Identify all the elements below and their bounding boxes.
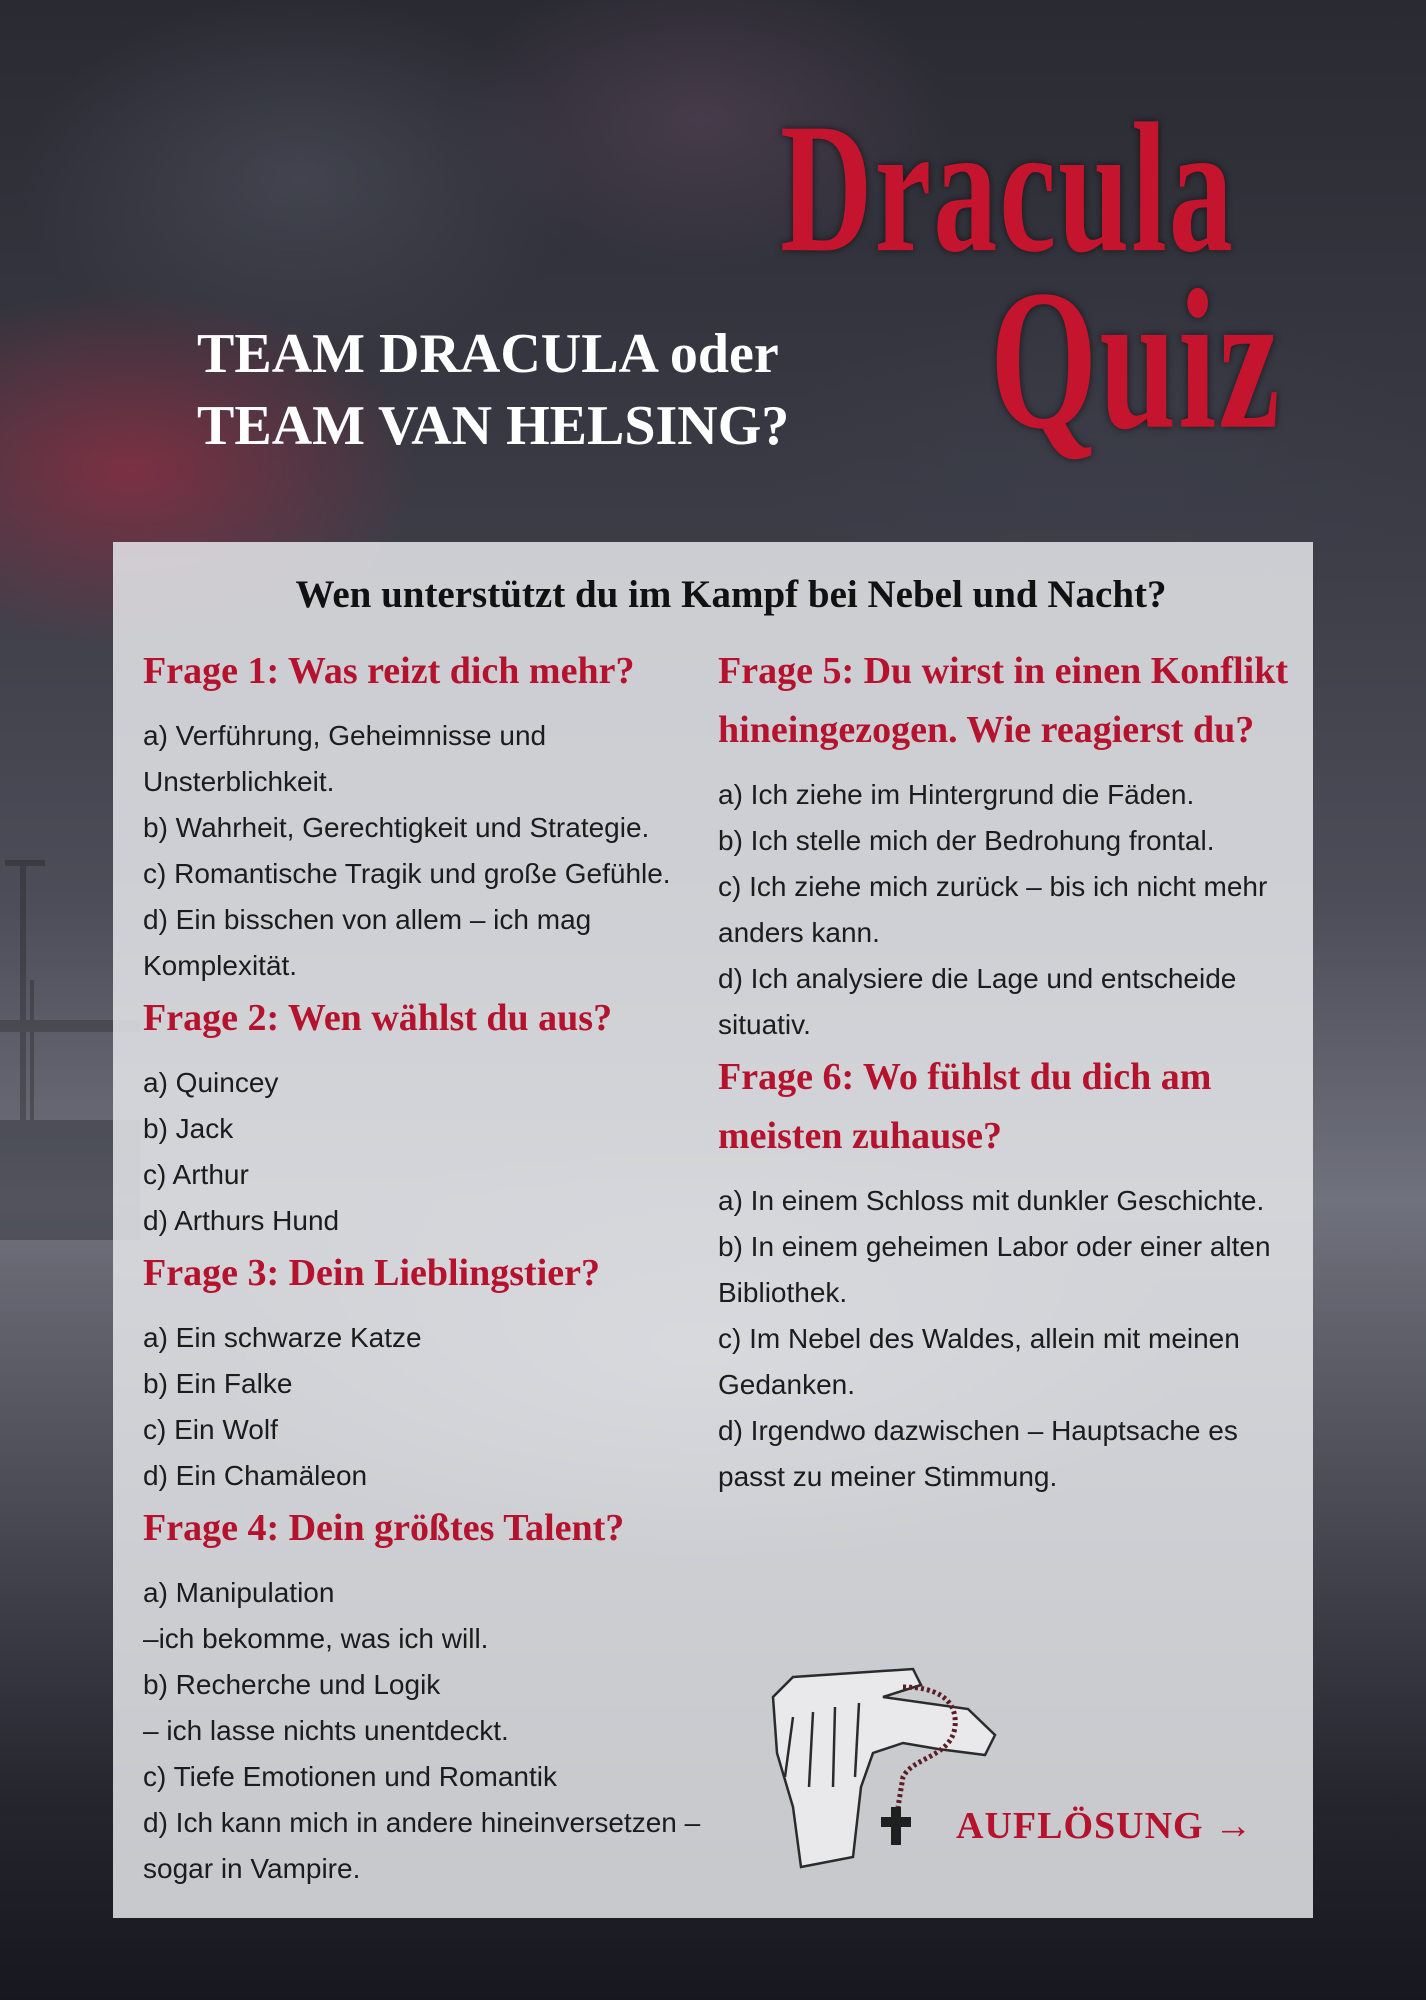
subtitle-line-2: TEAM VAN HELSING?: [197, 395, 790, 457]
answer-option: b) Wahrheit, Gerechtigkeit und Strategie.: [143, 812, 650, 843]
answer-option: d) Ein bisschen von allem – ich mag Komplexität.: [143, 904, 599, 981]
question-block-1: [143, 642, 703, 989]
answer-option: c) Romantische Tragik und große Gefühle.: [143, 858, 671, 889]
answer-option: c) Arthur: [143, 1159, 249, 1190]
answer-option: b) Recherche und Logik: [143, 1669, 441, 1700]
subtitle-line-1: TEAM DRACULA oder: [197, 323, 779, 385]
question-title: Frage 6: Wo fühlst du dich am meisten zuhause?: [718, 1056, 1212, 1157]
solution-link[interactable]: AUFLÖSUNG →: [956, 1805, 1254, 1847]
answer-option: d) Irgendwo dazwischen – Hauptsache es passt zu meiner Stimmung.: [718, 1415, 1246, 1492]
answer-option: b) Ein Falke: [143, 1368, 293, 1399]
answer-option: a) Ich ziehe im Hintergrund die Fäden.: [718, 779, 1195, 810]
answer-option: a) Ein schwarze Katze: [143, 1322, 422, 1353]
answer-option: b) Ich stelle mich der Bedrohung frontal.: [718, 825, 1215, 856]
answer-option: a) Quincey: [143, 1067, 279, 1098]
quiz-column-left: [143, 642, 716, 1892]
logo-word-dracula: Dracula: [780, 84, 1235, 291]
question-block-6: [718, 1048, 1298, 1500]
answer-option: b) Jack: [143, 1113, 234, 1144]
team-subtitle: [197, 318, 897, 462]
question-block-4: [143, 1499, 716, 1892]
answer-option: – ich lasse nichts unentdeckt.: [143, 1715, 509, 1746]
question-block-3: [143, 1244, 703, 1499]
answer-option: a) Manipulation: [143, 1577, 335, 1608]
answer-option: c) Tiefe Emotionen und Romantik: [143, 1761, 557, 1792]
quiz-column-right: [718, 642, 1298, 1500]
answer-option: a) Verführung, Geheimnisse und Unsterblichkeit.: [143, 720, 554, 797]
logo-word-quiz: Quiz: [990, 248, 1282, 471]
quiz-panel: [113, 542, 1313, 1918]
question-title: Frage 2: Wen wählst du aus?: [143, 997, 613, 1039]
answer-option: b) In einem geheimen Labor oder einer alten Bibliothek.: [718, 1231, 1279, 1308]
answer-option: c) Im Nebel des Waldes, allein mit meinen Gedanken.: [718, 1323, 1248, 1400]
answer-option: c) Ein Wolf: [143, 1414, 278, 1445]
answer-option: a) In einem Schloss mit dunkler Geschichte.: [718, 1185, 1265, 1216]
answer-option: c) Ich ziehe mich zurück – bis ich nicht mehr anders kann.: [718, 871, 1276, 948]
answer-option: d) Arthurs Hund: [143, 1205, 340, 1236]
question-title: Frage 5: Du wirst in einen Konflikt hineingezogen. Wie reagierst du?: [718, 650, 1288, 751]
question-title: Frage 4: Dein größtes Talent?: [143, 1507, 625, 1549]
question-block-2: [143, 989, 703, 1244]
answer-option: d) Ich kann mich in andere hineinversetzen – sogar in Vampire.: [143, 1807, 716, 1884]
question-title: Frage 3: Dein Lieblingstier?: [143, 1252, 600, 1294]
answer-option: –ich bekomme, was ich will.: [143, 1623, 489, 1654]
quiz-heading: Wen unterstützt du im Kampf bei Nebel und Nacht?: [295, 573, 1167, 616]
answer-option: d) Ich analysiere die Lage und entscheide situativ.: [718, 963, 1245, 1040]
answer-option: d) Ein Chamäleon: [143, 1460, 368, 1491]
question-title: Frage 1: Was reizt dich mehr?: [143, 650, 635, 692]
question-block-5: [718, 642, 1298, 1048]
